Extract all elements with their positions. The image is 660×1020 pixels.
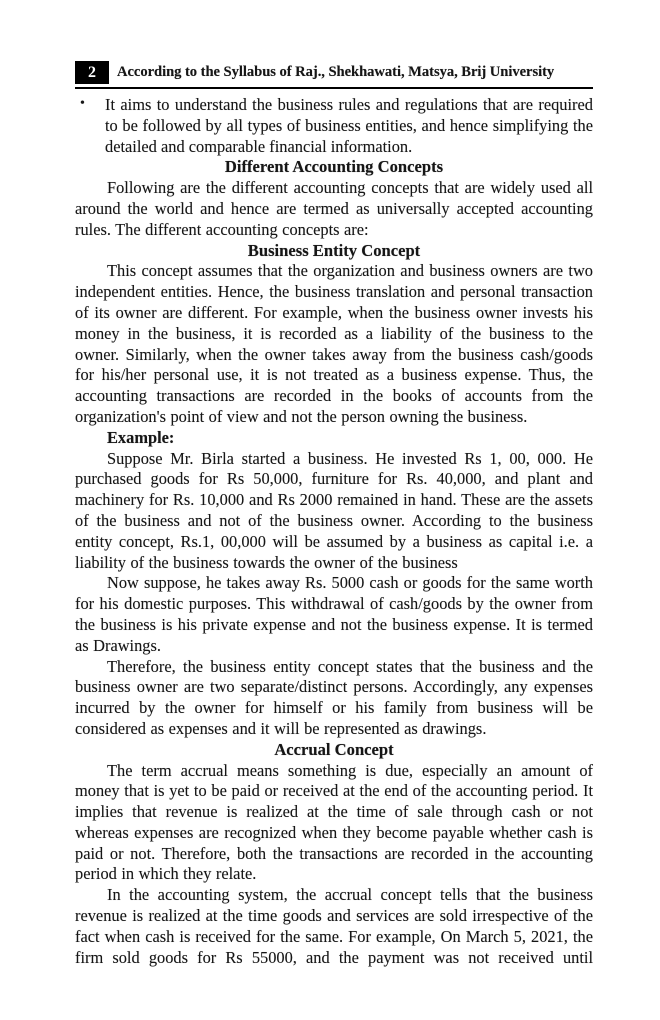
paragraph-example-3: Therefore, the business entity concept states that the business and the business owner are two separate/distinct persons. Accordingly, any expenses incurred by the owner for himself or his family from business will be considered as expenses and it will be represented as drawings. <box>75 656 593 738</box>
page-header <box>75 61 593 89</box>
heading-accrual-concept: Accrual Concept <box>274 739 394 759</box>
page-body <box>75 95 593 968</box>
paragraph-example-1: Suppose Mr. Birla started a business. He invested Rs 1, 00, 000. He purchased goods for Rs 50,000, furniture for Rs. 40,000, and plant and machinery for Rs. 10,000 and Rs 2000 remained in hand. These are the assets of the business and not of the business owner. According to the business entity concept, Rs.1, 00,000 will be assumed by a business as capital i.e. a liability of the business towards the owner of the business <box>75 448 593 572</box>
bullet-item <box>75 95 593 157</box>
bullet-icon: • <box>80 96 85 111</box>
heading-different-accounting-concepts: Different Accounting Concepts <box>224 157 444 177</box>
header-title: According to the Syllabus of Raj., Shekhawati, Matsya, Brij University <box>117 64 555 80</box>
heading-business-entity-concept: Business Entity Concept <box>247 240 421 260</box>
paragraph-accrual-1: The term accrual means something is due, especially an amount of money that is yet to be paid or received at the end of the accounting period. It implies that revenue is realized at the time of sale through cash or not whereas expenses are recognized when they become payable whether cash is paid or not. Therefore, both the transactions are recorded in the accounting period in which they relate. <box>75 760 593 884</box>
paragraph-intro: Following are the different accounting concepts that are widely used all around the world and hence are termed as universally accepted accounting rules. The different accounting concepts are: <box>75 178 593 239</box>
page-number-badge: 2 <box>75 61 109 84</box>
paragraph-accrual-2: In the accounting system, the accrual concept tells that the business revenue is realized at the time goods and services are sold irrespective of the fact when cash is received for the same. For example, On March 5, 2021, the firm sold goods for Rs 55000, and the payment was not received until <box>75 885 593 967</box>
paragraph-example-2: Now suppose, he takes away Rs. 5000 cash or goods for the same worth for his domestic purposes. This withdrawal of cash/goods by the owner from the business is his private expense and not the business expense. It is termed as Drawings. <box>75 573 593 655</box>
example-label: Example: <box>107 427 175 447</box>
paragraph-business-entity: This concept assumes that the organization and business owners are two independent entities. Hence, the business translation and personal transaction of its owner are different. For example, when the business owner invests his money in the business, it is recorded as a liability of the business to the owner. Similarly, when the owner takes away from the business cash/goods for his/her personal use, it is not treated as a business expense. Thus, the accounting transactions are recorded in the books of accounts from the organization's point of view and not the person owning the business. <box>75 261 593 426</box>
bullet-text: It aims to understand the business rules and regulations that are required to be followed by all types of business entities, and hence simplifying the detailed and comparable financial information. <box>105 95 593 156</box>
page-content <box>75 61 593 968</box>
